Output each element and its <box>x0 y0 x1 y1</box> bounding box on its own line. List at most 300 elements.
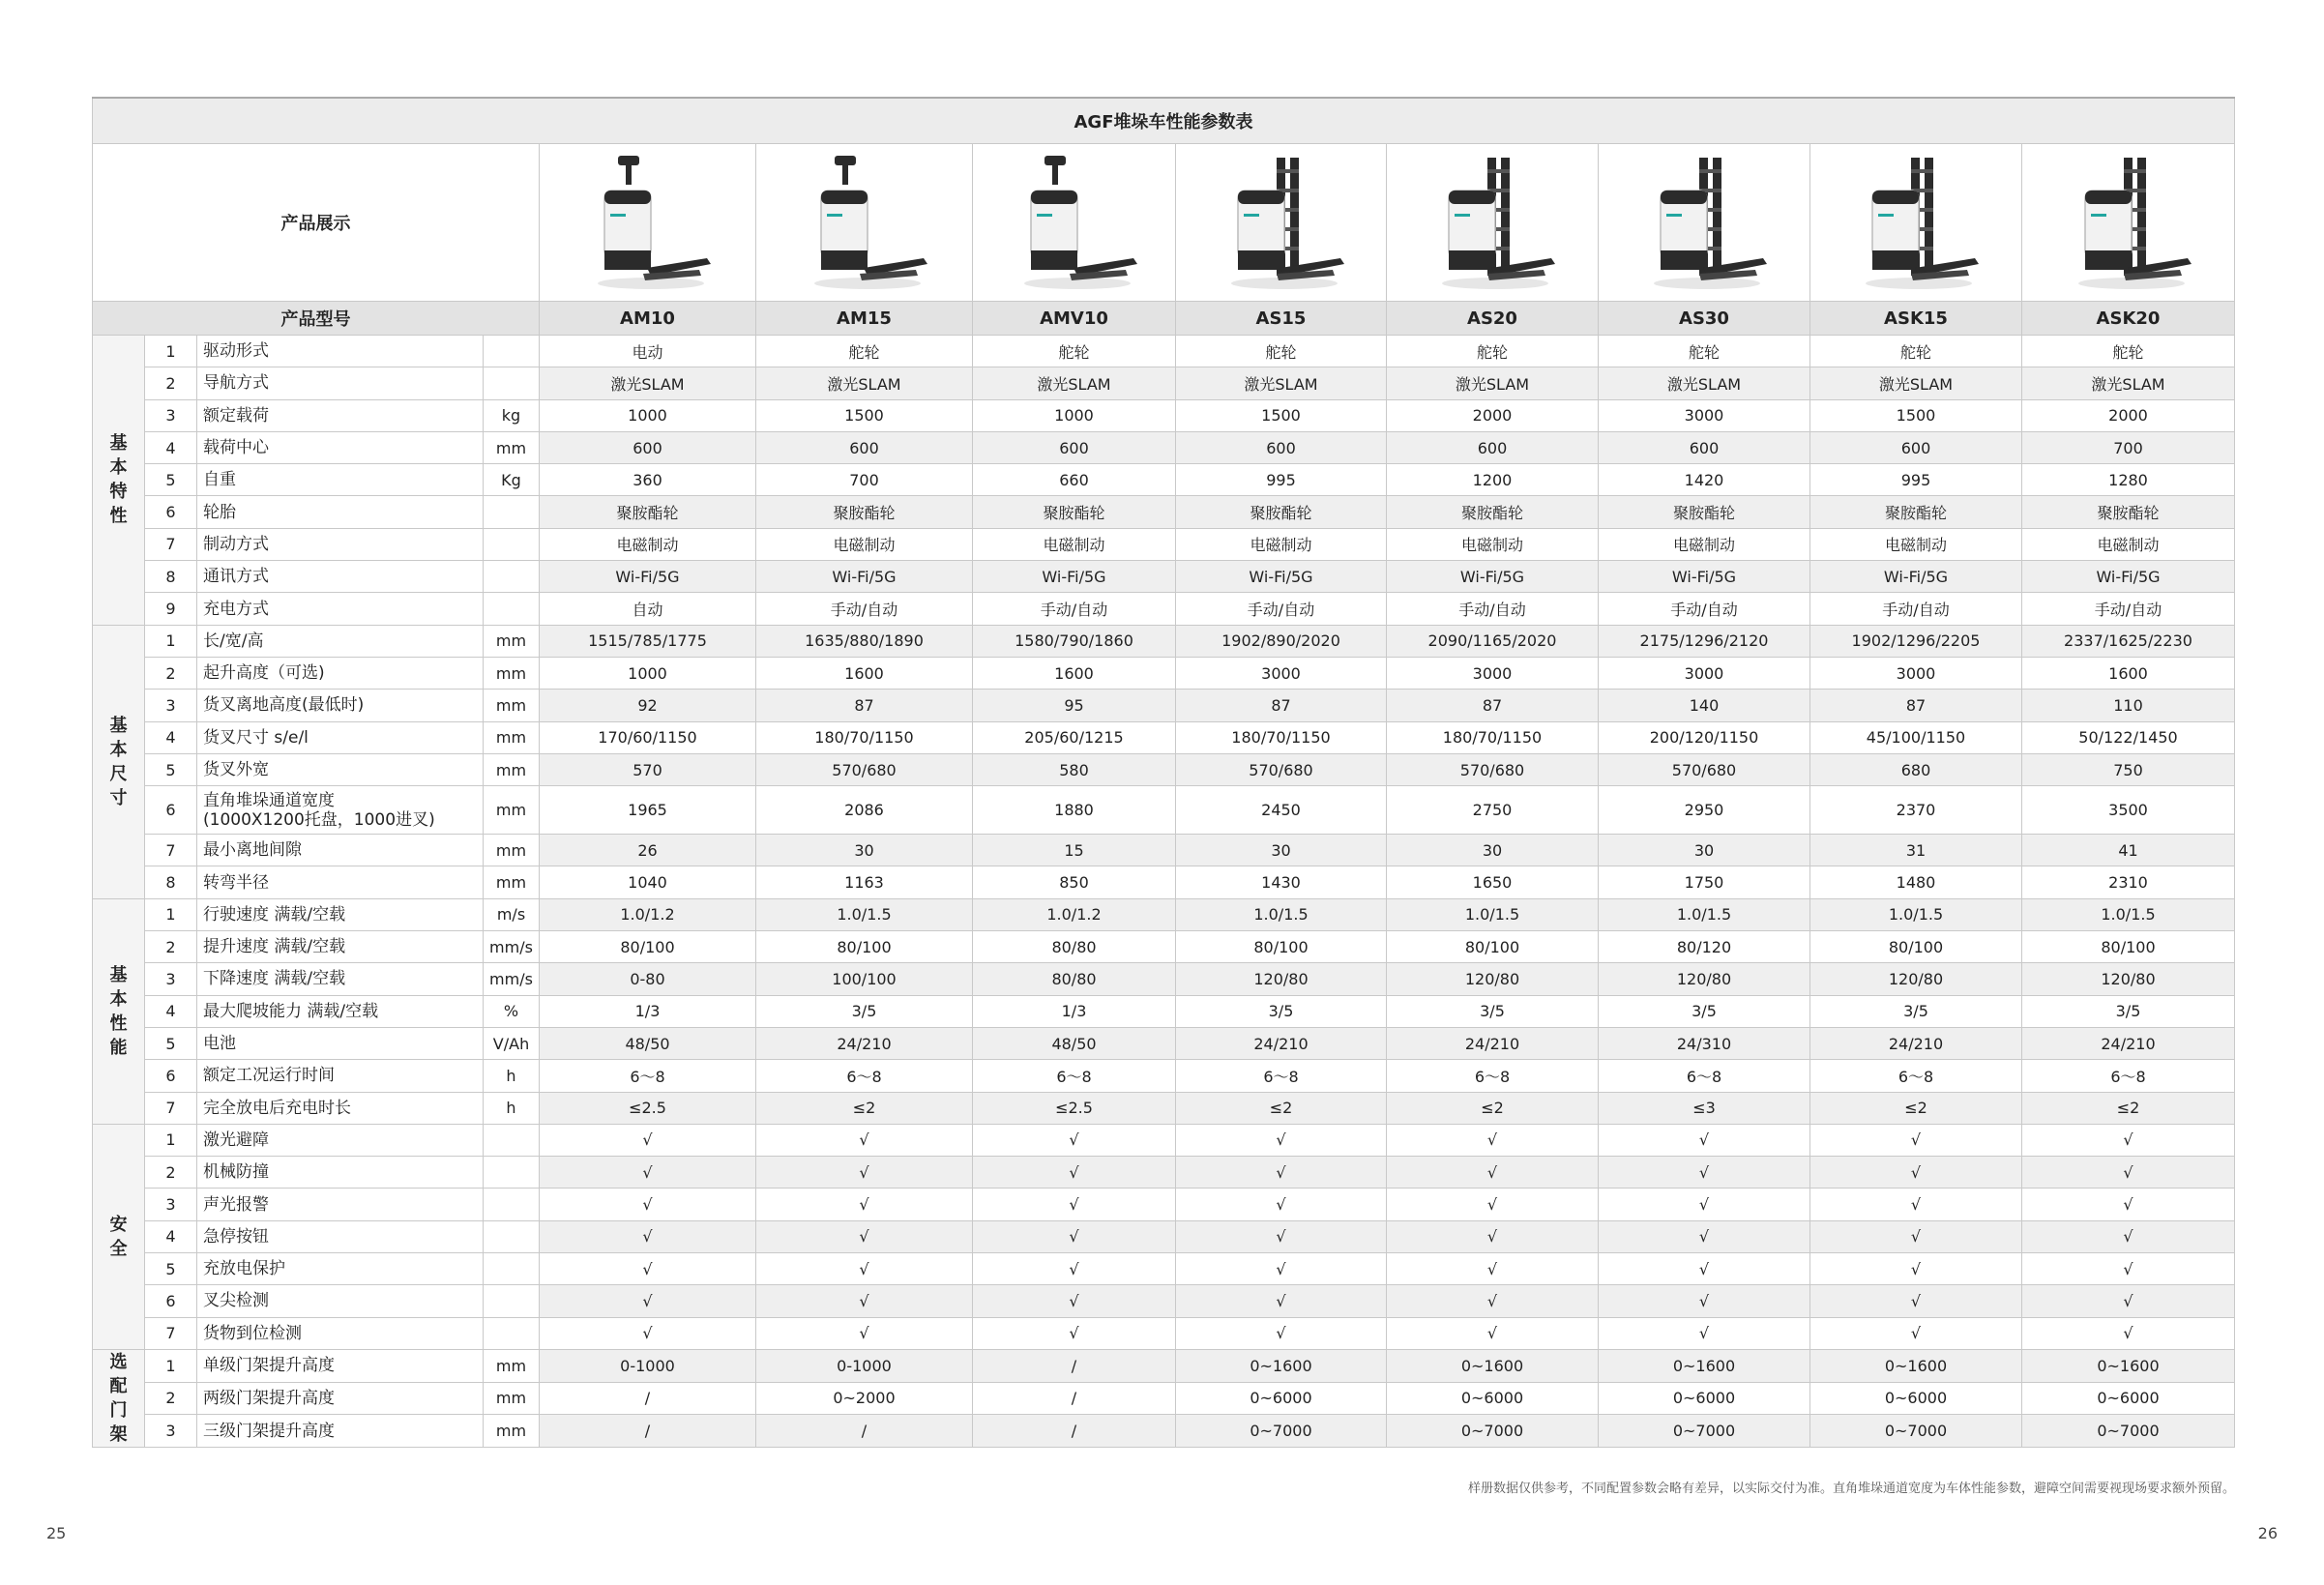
row-unit: mm <box>484 753 540 785</box>
row-number: 6 <box>145 1060 197 1092</box>
spec-value: √ <box>1387 1189 1599 1220</box>
product-image <box>756 144 973 302</box>
row-number: 6 <box>145 496 197 528</box>
spec-value: 0~7000 <box>2022 1415 2235 1448</box>
spec-value: / <box>973 1349 1176 1382</box>
spec-value: √ <box>1810 1189 2022 1220</box>
row-unit <box>484 593 540 625</box>
table-row <box>93 1157 2235 1189</box>
row-number: 5 <box>145 1027 197 1059</box>
spec-value: 120/80 <box>1387 963 1599 995</box>
spec-value: 120/80 <box>1599 963 1810 995</box>
row-unit: mm <box>484 1349 540 1382</box>
spec-value: 3/5 <box>756 995 973 1027</box>
spec-value: ≤2 <box>2022 1092 2235 1124</box>
spec-value: 600 <box>756 431 973 463</box>
row-number: 1 <box>145 898 197 930</box>
product-image-row <box>93 144 2235 302</box>
table-row <box>93 1317 2235 1349</box>
row-unit: kg <box>484 399 540 431</box>
spec-value: 6～8 <box>1599 1060 1810 1092</box>
spec-value: 1000 <box>973 399 1176 431</box>
spec-value: 聚胺酯轮 <box>973 496 1176 528</box>
row-number: 7 <box>145 1317 197 1349</box>
row-unit: m/s <box>484 898 540 930</box>
spec-value: 2090/1165/2020 <box>1387 625 1599 657</box>
section-label: 选 配 门 架 <box>93 1349 145 1447</box>
spec-value: 聚胺酯轮 <box>540 496 756 528</box>
row-label: 长/宽/高 <box>197 625 484 657</box>
row-unit: h <box>484 1060 540 1092</box>
row-label: 叉尖检测 <box>197 1285 484 1317</box>
spec-value: 600 <box>1387 431 1599 463</box>
spec-value: 3/5 <box>1176 995 1387 1027</box>
spec-value: 570/680 <box>1599 753 1810 785</box>
row-number: 6 <box>145 786 197 835</box>
spec-value: 80/100 <box>2022 931 2235 963</box>
spec-value: 0~1600 <box>1810 1349 2022 1382</box>
row-label: 自重 <box>197 464 484 496</box>
spec-value: √ <box>1599 1124 1810 1156</box>
spec-value: 6～8 <box>2022 1060 2235 1092</box>
row-label: 货叉离地高度(最低时) <box>197 690 484 721</box>
row-number: 2 <box>145 1382 197 1415</box>
spec-value: √ <box>756 1317 973 1349</box>
row-number: 5 <box>145 1253 197 1285</box>
spec-value: 1600 <box>973 657 1176 689</box>
spec-value: 80/100 <box>1176 931 1387 963</box>
spec-value: √ <box>973 1220 1176 1252</box>
table-row <box>93 931 2235 963</box>
model-name: AS30 <box>1599 302 1810 336</box>
spec-value: 1.0/1.5 <box>1810 898 2022 930</box>
spec-value: 激光SLAM <box>1810 367 2022 399</box>
row-number: 9 <box>145 593 197 625</box>
table-row <box>93 721 2235 753</box>
spec-value: 3000 <box>1599 399 1810 431</box>
spec-value: √ <box>540 1189 756 1220</box>
spec-value: 1.0/1.5 <box>756 898 973 930</box>
spec-value: 1600 <box>2022 657 2235 689</box>
spec-value: / <box>973 1415 1176 1448</box>
spec-value: 6～8 <box>1176 1060 1387 1092</box>
spec-value: 激光SLAM <box>1599 367 1810 399</box>
row-label: 行驶速度 满载/空载 <box>197 898 484 930</box>
spec-value: √ <box>756 1157 973 1189</box>
spec-value: √ <box>1810 1124 2022 1156</box>
spec-value: 205/60/1215 <box>973 721 1176 753</box>
spec-value: 聚胺酯轮 <box>1176 496 1387 528</box>
spec-value: √ <box>1599 1189 1810 1220</box>
row-unit: mm <box>484 721 540 753</box>
spec-value: √ <box>1599 1157 1810 1189</box>
spec-value: 2000 <box>2022 399 2235 431</box>
table-title: AGF堆垛车性能参数表 <box>93 98 2235 144</box>
spec-value: 180/70/1150 <box>1176 721 1387 753</box>
spec-value: 1500 <box>756 399 973 431</box>
row-label: 驱动形式 <box>197 336 484 367</box>
spec-value: 750 <box>2022 753 2235 785</box>
model-name: AS15 <box>1176 302 1387 336</box>
spec-value: 手动/自动 <box>756 593 973 625</box>
spec-value: 激光SLAM <box>1387 367 1599 399</box>
spec-value: 2370 <box>1810 786 2022 835</box>
row-label: 载荷中心 <box>197 431 484 463</box>
spec-value: 0~6000 <box>1387 1382 1599 1415</box>
row-unit: mm <box>484 625 540 657</box>
table-row <box>93 995 2235 1027</box>
table-row <box>93 464 2235 496</box>
spec-value: 0~1600 <box>1176 1349 1387 1382</box>
spec-value: 26 <box>540 835 756 866</box>
table-row <box>93 431 2235 463</box>
row-label: 最小离地间隙 <box>197 835 484 866</box>
page-number-right: 26 <box>2257 1524 2278 1542</box>
row-number: 3 <box>145 963 197 995</box>
spec-value: 24/210 <box>1810 1027 2022 1059</box>
spec-value: 570/680 <box>1176 753 1387 785</box>
spec-value: 120/80 <box>1810 963 2022 995</box>
spec-value: 700 <box>756 464 973 496</box>
row-number: 4 <box>145 995 197 1027</box>
spec-value: 1430 <box>1176 866 1387 898</box>
spec-value: 600 <box>1599 431 1810 463</box>
spec-value: 600 <box>540 431 756 463</box>
row-unit <box>484 1317 540 1349</box>
spec-value: √ <box>2022 1189 2235 1220</box>
spec-value: 570 <box>540 753 756 785</box>
row-number: 1 <box>145 1349 197 1382</box>
row-unit <box>484 1285 540 1317</box>
row-label: 提升速度 满载/空载 <box>197 931 484 963</box>
spec-value: 2175/1296/2120 <box>1599 625 1810 657</box>
row-label: 单级门架提升高度 <box>197 1349 484 1382</box>
spec-value: 0~7000 <box>1599 1415 1810 1448</box>
table-row <box>93 835 2235 866</box>
spec-value: √ <box>756 1285 973 1317</box>
row-label: 货叉外宽 <box>197 753 484 785</box>
row-unit: mm/s <box>484 963 540 995</box>
spec-value: 1580/790/1860 <box>973 625 1176 657</box>
spec-value: √ <box>2022 1317 2235 1349</box>
spec-value: 1280 <box>2022 464 2235 496</box>
model-row <box>93 302 2235 336</box>
spec-value: 1902/1296/2205 <box>1810 625 2022 657</box>
spec-value: 1.0/1.5 <box>2022 898 2235 930</box>
spec-value: 3/5 <box>1387 995 1599 1027</box>
table-row <box>93 753 2235 785</box>
spec-value: 170/60/1150 <box>540 721 756 753</box>
spec-value: 200/120/1150 <box>1599 721 1810 753</box>
row-unit <box>484 496 540 528</box>
spec-value: 电磁制动 <box>540 528 756 560</box>
row-unit: mm <box>484 431 540 463</box>
table-row <box>93 963 2235 995</box>
spec-value: 6～8 <box>540 1060 756 1092</box>
row-unit <box>484 1253 540 1285</box>
spec-value: / <box>540 1415 756 1448</box>
spec-value: 1480 <box>1810 866 2022 898</box>
spec-value: √ <box>540 1253 756 1285</box>
row-label: 充放电保护 <box>197 1253 484 1285</box>
spec-value: 1750 <box>1599 866 1810 898</box>
row-label: 最大爬坡能力 满载/空载 <box>197 995 484 1027</box>
spec-value: 舵轮 <box>1599 336 1810 367</box>
spec-value: 0-80 <box>540 963 756 995</box>
spec-value: 660 <box>973 464 1176 496</box>
spec-value: 1635/880/1890 <box>756 625 973 657</box>
row-number: 2 <box>145 1157 197 1189</box>
table-row <box>93 593 2235 625</box>
spec-value: 3000 <box>1176 657 1387 689</box>
spec-value: ≤2 <box>1810 1092 2022 1124</box>
table-row <box>93 1415 2235 1448</box>
table-row <box>93 1220 2235 1252</box>
spec-value: √ <box>1810 1220 2022 1252</box>
spec-value: 1.0/1.2 <box>973 898 1176 930</box>
model-label: 产品型号 <box>93 302 540 336</box>
row-label: 下降速度 满载/空载 <box>197 963 484 995</box>
spec-value: 360 <box>540 464 756 496</box>
section-label: 基 本 尺 寸 <box>93 625 145 898</box>
spec-value: 80/80 <box>973 963 1176 995</box>
row-unit: h <box>484 1092 540 1124</box>
spec-value: 3/5 <box>1810 995 2022 1027</box>
row-unit: mm/s <box>484 931 540 963</box>
spec-value: 700 <box>2022 431 2235 463</box>
product-display-label: 产品展示 <box>93 144 540 302</box>
spec-value: 680 <box>1810 753 2022 785</box>
row-label: 制动方式 <box>197 528 484 560</box>
spec-value: 舵轮 <box>1387 336 1599 367</box>
spec-value: 激光SLAM <box>973 367 1176 399</box>
spec-value: 聚胺酯轮 <box>756 496 973 528</box>
spec-value: 手动/自动 <box>1387 593 1599 625</box>
forklift-agv-icon <box>1002 150 1147 295</box>
model-name: ASK15 <box>1810 302 2022 336</box>
row-unit: mm <box>484 786 540 835</box>
spec-value: / <box>540 1382 756 1415</box>
row-label: 电池 <box>197 1027 484 1059</box>
spec-value: 电磁制动 <box>756 528 973 560</box>
spec-value: √ <box>1387 1124 1599 1156</box>
spec-value: 0-1000 <box>540 1349 756 1382</box>
model-name: AMV10 <box>973 302 1176 336</box>
row-number: 1 <box>145 625 197 657</box>
spec-value: √ <box>1810 1317 2022 1349</box>
spec-value: √ <box>1810 1285 2022 1317</box>
table-row <box>93 399 2235 431</box>
spec-value: 1515/785/1775 <box>540 625 756 657</box>
product-image <box>1810 144 2022 302</box>
forklift-agv-icon <box>792 150 937 295</box>
spec-value: √ <box>756 1253 973 1285</box>
spec-value: 30 <box>1599 835 1810 866</box>
row-label: 三级门架提升高度 <box>197 1415 484 1448</box>
spec-value: Wi-Fi/5G <box>973 561 1176 593</box>
row-unit <box>484 367 540 399</box>
row-label: 急停按钮 <box>197 1220 484 1252</box>
table-row <box>93 657 2235 689</box>
row-number: 6 <box>145 1285 197 1317</box>
table-row <box>93 528 2235 560</box>
spec-value: 0~1600 <box>1599 1349 1810 1382</box>
row-label: 激光避障 <box>197 1124 484 1156</box>
row-unit <box>484 336 540 367</box>
spec-value: √ <box>973 1253 1176 1285</box>
spec-value: √ <box>1176 1317 1387 1349</box>
spec-table <box>92 97 2235 1448</box>
spec-value: 1/3 <box>973 995 1176 1027</box>
section-label: 基 本 性 能 <box>93 898 145 1124</box>
spec-value: 舵轮 <box>756 336 973 367</box>
spec-value: 580 <box>973 753 1176 785</box>
table-row <box>93 1349 2235 1382</box>
product-image <box>1599 144 1810 302</box>
model-name: ASK20 <box>2022 302 2235 336</box>
spec-value: 850 <box>973 866 1176 898</box>
spec-value: 24/210 <box>756 1027 973 1059</box>
spec-value: 3000 <box>1810 657 2022 689</box>
forklift-agv-icon <box>1209 150 1354 295</box>
spec-value: 手动/自动 <box>2022 593 2235 625</box>
row-number: 1 <box>145 336 197 367</box>
spec-value: 6～8 <box>1810 1060 2022 1092</box>
row-unit <box>484 561 540 593</box>
row-unit: mm <box>484 866 540 898</box>
spec-value: 舵轮 <box>2022 336 2235 367</box>
spec-value: √ <box>1176 1124 1387 1156</box>
table-row <box>93 561 2235 593</box>
spec-value: 80/100 <box>1810 931 2022 963</box>
spec-value: 50/122/1450 <box>2022 721 2235 753</box>
row-label: 轮胎 <box>197 496 484 528</box>
spec-value: 0~1600 <box>2022 1349 2235 1382</box>
row-label: 充电方式 <box>197 593 484 625</box>
spec-value: 3000 <box>1387 657 1599 689</box>
spec-value: Wi-Fi/5G <box>1387 561 1599 593</box>
row-number: 3 <box>145 690 197 721</box>
spec-value: 120/80 <box>2022 963 2235 995</box>
spec-value: 6～8 <box>1387 1060 1599 1092</box>
spec-value: Wi-Fi/5G <box>2022 561 2235 593</box>
spec-value: 600 <box>1176 431 1387 463</box>
spec-value: 舵轮 <box>1176 336 1387 367</box>
row-label: 转弯半径 <box>197 866 484 898</box>
spec-value: 80/100 <box>756 931 973 963</box>
table-row <box>93 496 2235 528</box>
product-image <box>540 144 756 302</box>
row-number: 4 <box>145 721 197 753</box>
spec-value: ≤2 <box>1176 1092 1387 1124</box>
spec-value: 87 <box>756 690 973 721</box>
spec-value: 3/5 <box>1599 995 1810 1027</box>
spec-value: 激光SLAM <box>2022 367 2235 399</box>
spec-value: √ <box>1387 1253 1599 1285</box>
spec-value: 110 <box>2022 690 2235 721</box>
spec-value: 570/680 <box>1387 753 1599 785</box>
row-label: 直角堆垛通道宽度 (1000X1200托盘，1000进叉) <box>197 786 484 835</box>
spec-value: 87 <box>1387 690 1599 721</box>
section-label: 基 本 特 性 <box>93 336 145 626</box>
table-row <box>93 1253 2235 1285</box>
spec-value: 0~7000 <box>1810 1415 2022 1448</box>
spec-value: 电动 <box>540 336 756 367</box>
spec-value: √ <box>1387 1220 1599 1252</box>
spec-value: √ <box>1599 1253 1810 1285</box>
spec-value: Wi-Fi/5G <box>1176 561 1387 593</box>
product-image <box>1387 144 1599 302</box>
spec-value: √ <box>1176 1220 1387 1252</box>
row-number: 2 <box>145 367 197 399</box>
row-label: 货叉尺寸 s/e/l <box>197 721 484 753</box>
spec-value: 电磁制动 <box>1387 528 1599 560</box>
spec-value: ≤2 <box>756 1092 973 1124</box>
forklift-agv-icon <box>2056 150 2201 295</box>
spec-value: √ <box>1387 1317 1599 1349</box>
spec-value: 140 <box>1599 690 1810 721</box>
row-label: 货物到位检测 <box>197 1317 484 1349</box>
spec-value: 1500 <box>1176 399 1387 431</box>
spec-value: √ <box>973 1157 1176 1189</box>
spec-value: √ <box>2022 1220 2235 1252</box>
spec-value: √ <box>2022 1285 2235 1317</box>
spec-value: 3/5 <box>2022 995 2235 1027</box>
model-name: AM10 <box>540 302 756 336</box>
row-number: 5 <box>145 464 197 496</box>
spec-value: √ <box>2022 1157 2235 1189</box>
row-label: 机械防撞 <box>197 1157 484 1189</box>
spec-value: 手动/自动 <box>1599 593 1810 625</box>
spec-value: √ <box>756 1124 973 1156</box>
spec-value: 1040 <box>540 866 756 898</box>
spec-value: √ <box>1599 1285 1810 1317</box>
spec-value: √ <box>1176 1189 1387 1220</box>
spec-value: 31 <box>1810 835 2022 866</box>
spec-value: 1.0/1.5 <box>1176 898 1387 930</box>
spec-value: 1.0/1.5 <box>1387 898 1599 930</box>
spec-value: 1880 <box>973 786 1176 835</box>
spec-value: 180/70/1150 <box>1387 721 1599 753</box>
spec-value: 600 <box>1810 431 2022 463</box>
spec-value: 舵轮 <box>1810 336 2022 367</box>
spec-value: 30 <box>1176 835 1387 866</box>
row-number: 7 <box>145 1092 197 1124</box>
spec-value: 180/70/1150 <box>756 721 973 753</box>
spec-value: 100/100 <box>756 963 973 995</box>
spec-value: / <box>756 1415 973 1448</box>
table-row <box>93 1382 2235 1415</box>
row-unit: mm <box>484 1415 540 1448</box>
spec-value: 2310 <box>2022 866 2235 898</box>
spec-value: 95 <box>973 690 1176 721</box>
spec-value: √ <box>756 1189 973 1220</box>
spec-value: / <box>973 1382 1176 1415</box>
spec-value: 电磁制动 <box>1810 528 2022 560</box>
spec-value: 0~6000 <box>1810 1382 2022 1415</box>
spec-value: √ <box>1387 1285 1599 1317</box>
row-unit: mm <box>484 690 540 721</box>
spec-value: 80/100 <box>1387 931 1599 963</box>
row-number: 7 <box>145 528 197 560</box>
model-name: AS20 <box>1387 302 1599 336</box>
product-image <box>1176 144 1387 302</box>
spec-value: 15 <box>973 835 1176 866</box>
table-row <box>93 898 2235 930</box>
spec-value: 1600 <box>756 657 973 689</box>
table-row <box>93 1060 2235 1092</box>
spec-value: 1/3 <box>540 995 756 1027</box>
